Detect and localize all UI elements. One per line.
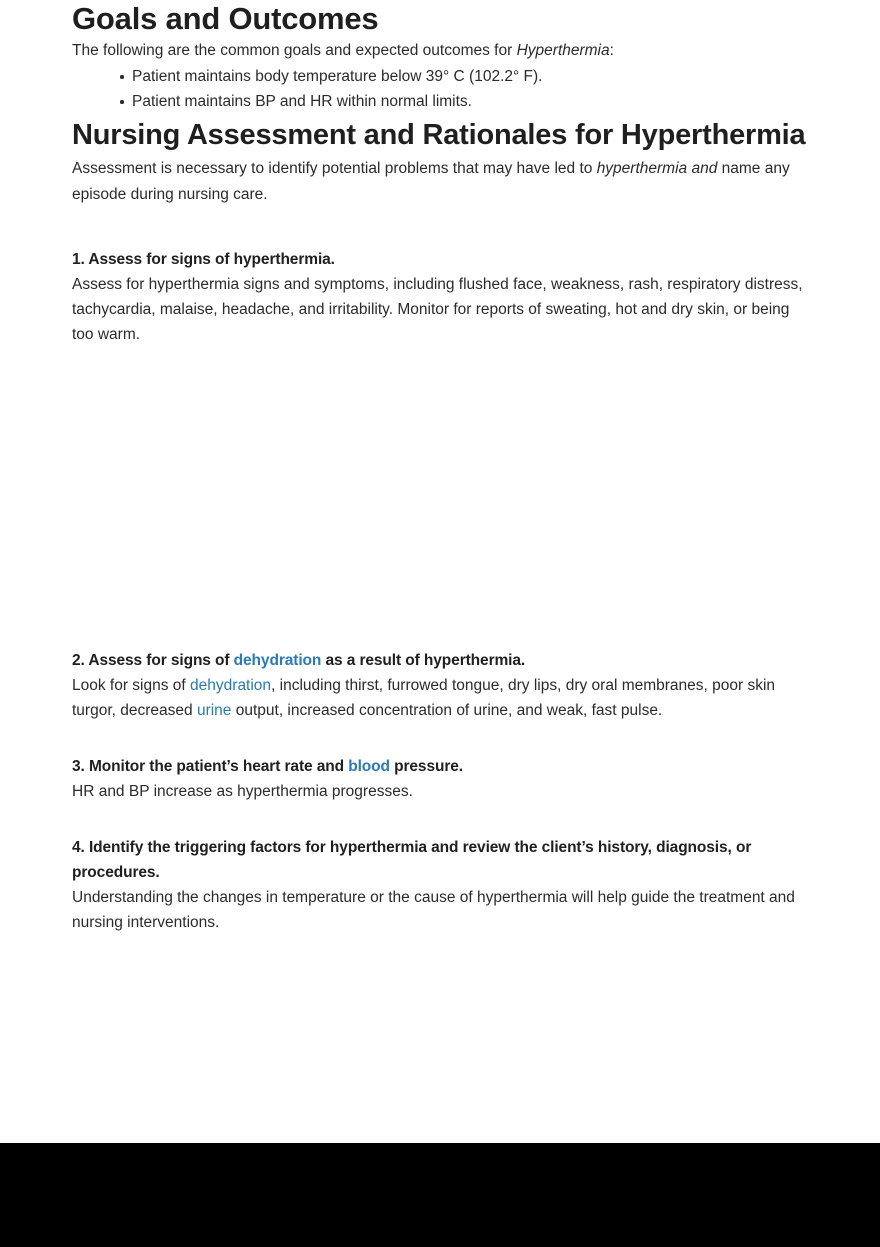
assessment-item-1 <box>72 247 808 347</box>
article-content <box>72 0 808 935</box>
assessment-item-rationale: HR and BP increase as hyperthermia progresses. <box>72 783 413 800</box>
assessment-intro-text-after: name any episode during nursing care. <box>72 160 790 203</box>
assessment-item-number: 3. <box>72 758 85 775</box>
goals-intro-text-before: The following are the common goals and expected outcomes for <box>72 42 517 59</box>
assessment-item-heading <box>72 754 808 779</box>
blood-link[interactable]: blood <box>348 758 390 775</box>
assessment-item-number: 1. <box>72 251 85 268</box>
assessment-item-heading-text-a: Monitor the patient’s heart rate and <box>88 758 349 775</box>
assessment-intro-paragraph <box>72 156 808 208</box>
assessment-item-rationale: Assess for hyperthermia signs and symptoms, including flushed face, weakness, rash, respiratory distress, tachycardia, malaise, headache, and irritability. Monitor for reports of sweating, hot and dry skin, or being too warm. <box>72 276 803 343</box>
assessment-section-title: Nursing Assessment and Rationales for Hyperthermia <box>72 119 806 151</box>
assessment-item-heading-text-b: as a result of hyperthermia. <box>321 652 526 669</box>
assessment-intro-emphasis: hyperthermia and <box>596 160 718 177</box>
urine-link[interactable]: urine <box>196 702 232 719</box>
goals-intro-emphasis: Hyperthermia <box>516 42 610 59</box>
inline-ad-slot <box>72 347 808 633</box>
assessment-item-number: 4. <box>72 839 85 856</box>
assessment-item-heading-text-b: pressure. <box>389 758 464 775</box>
rationale-text-b: , including thirst, furrowed tongue, dry lips, dry oral membranes, poor skin turgor, decreased <box>72 677 776 719</box>
assessment-intro-text-before: Assessment is necessary to identify potential problems that may have led to <box>72 160 597 177</box>
list-item <box>120 89 808 114</box>
assessment-item-rationale: Understanding the changes in temperature or the cause of hyperthermia will help guide the treatment and nursing interventions. <box>72 889 795 931</box>
page-footer-block <box>0 1143 880 1247</box>
assessment-item-heading-text-a: Assess for signs of <box>88 652 234 669</box>
assessment-item-heading <box>72 648 808 673</box>
rationale-text-a: Look for signs of <box>72 677 191 694</box>
assessment-item-heading <box>72 835 808 885</box>
goals-list <box>72 64 808 114</box>
goal-text: Patient maintains BP and HR within normal limits. <box>132 93 472 110</box>
assessment-item-3 <box>72 754 808 804</box>
assessment-item-number: 2. <box>72 652 85 669</box>
goal-text: Patient maintains body temperature below 39° C (102.2° F). <box>132 68 543 85</box>
assessment-item-heading <box>72 247 808 272</box>
assessment-item-2 <box>72 648 808 723</box>
goals-intro-paragraph <box>72 38 808 64</box>
page-title: Goals and Outcomes <box>72 1 379 36</box>
assessment-item-rationale <box>72 673 808 723</box>
goals-intro-text-after: : <box>609 42 614 59</box>
assessment-item-heading-text: Assess for signs of hyperthermia. <box>88 251 335 268</box>
dehydration-link[interactable]: dehydration <box>190 677 272 694</box>
assessment-item-heading-text: Identify the triggering factors for hyperthermia and review the client’s history, diagnosis, or procedures. <box>72 839 752 881</box>
rationale-text-c: output, increased concentration of urine, and weak, fast pulse. <box>231 702 663 719</box>
dehydration-link[interactable]: dehydration <box>233 652 322 669</box>
list-item <box>120 64 808 89</box>
assessment-item-4 <box>72 835 808 935</box>
